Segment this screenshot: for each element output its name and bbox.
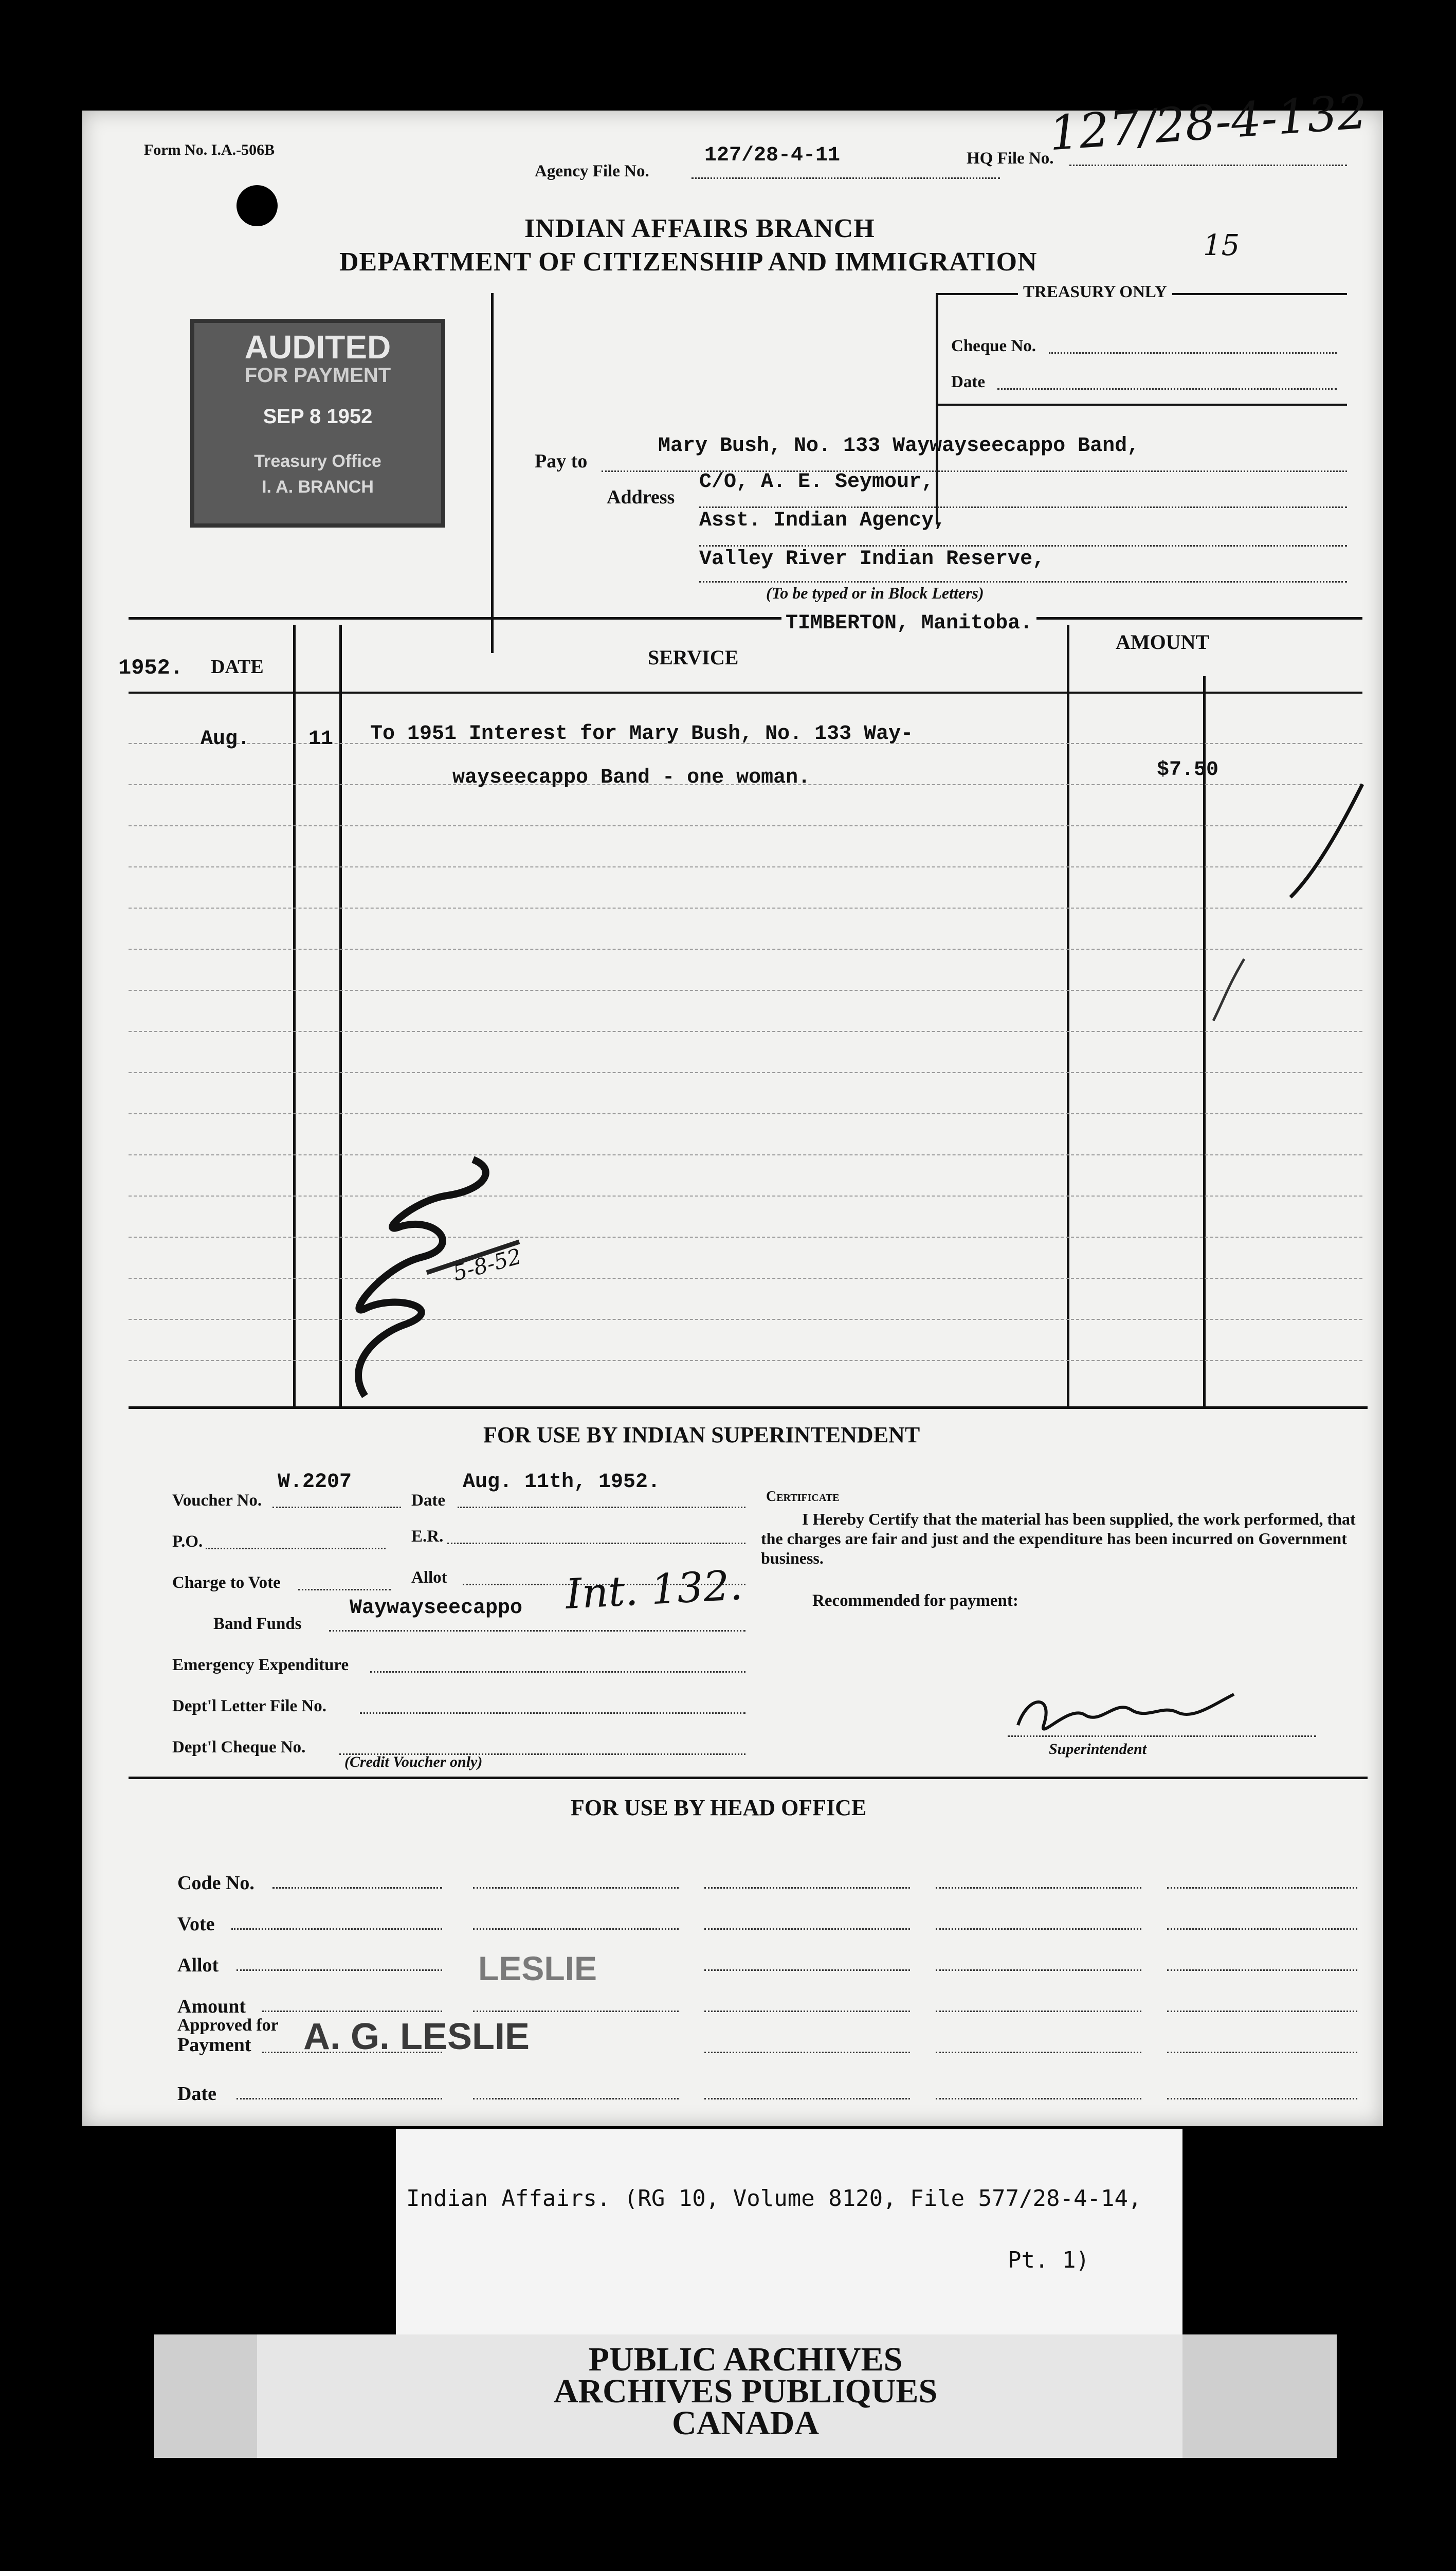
approved-for-label: Approved for: [177, 2016, 279, 2035]
agency-file-label: Agency File No.: [535, 162, 649, 180]
po-label: P.O.: [172, 1532, 203, 1551]
branch-title: INDIAN AFFAIRS BRANCH: [524, 214, 875, 243]
payment-label: Payment: [177, 2034, 251, 2056]
voucher-date-value: Aug. 11th, 1952.: [463, 1471, 661, 1494]
band-funds-label: Band Funds: [213, 1615, 302, 1633]
entry-amount: $7.50: [1157, 758, 1219, 782]
page-mark: 15: [1203, 229, 1240, 262]
voucher-form: [82, 84, 1383, 2126]
treasury-cheque-label: Cheque No.: [951, 337, 1036, 355]
certificate-text: I Hereby Certify that the material has been supplied, the work performed, that the charges are fair and just and the expenditure has been incurred on Government business.: [761, 1510, 1356, 1567]
treasury-only-title: TREASURY ONLY: [1018, 283, 1172, 302]
band-funds-value: Waywayseecappo: [350, 1597, 523, 1620]
voucher-value: W.2207: [278, 1471, 352, 1494]
er-label: E.R.: [411, 1527, 444, 1546]
archive-line-1: PUBLIC ARCHIVES: [588, 2341, 903, 2378]
date-header: DATE: [211, 656, 264, 678]
archive-line-2: ARCHIVES PUBLIQUES: [553, 2373, 938, 2410]
charge-to-vote-label: Charge to Vote: [172, 1573, 281, 1592]
block-letters-note: (To be typed or in Block Letters): [766, 584, 984, 602]
address-line-3: Valley River Indian Reserve,: [699, 548, 1045, 571]
letter-file-label: Dept'l Letter File No.: [172, 1697, 326, 1715]
archive-reference-line-1: Indian Affairs. (RG 10, Volume 8120, File 577/28-4-14,: [406, 2185, 1142, 2212]
treasury-date-label: Date: [951, 373, 985, 391]
handwritten-initials-icon: [334, 1139, 550, 1406]
address-line-1: C/O, A. E. Seymour,: [699, 470, 934, 494]
address-label: Address: [607, 486, 675, 508]
audited-stamp: AUDITED FOR PAYMENT SEP 8 1952 Treasury Office I. A. BRANCH: [190, 319, 445, 528]
tick-mark-icon: [1208, 954, 1254, 1026]
hq-file-label: HQ File No.: [967, 149, 1054, 168]
date-ho-label: Date: [177, 2083, 216, 2105]
table-year: 1952.: [118, 656, 184, 680]
address-line-2: Asst. Indian Agency,: [699, 509, 947, 532]
recommended-label: Recommended for payment:: [812, 1591, 1018, 1610]
code-no-label: Code No.: [177, 1872, 254, 1894]
band-funds-handwritten: Int. 132.: [564, 1561, 744, 1618]
amount-label: Amount: [177, 1996, 246, 2017]
credit-voucher-note: (Credit Voucher only): [344, 1753, 483, 1770]
service-header: SERVICE: [648, 646, 739, 669]
scrawl-note: 5-8-52: [450, 1243, 524, 1286]
voucher-date-label: Date: [411, 1491, 445, 1510]
certificate-title: Certificate: [766, 1489, 840, 1505]
pay-to-label: Pay to: [535, 450, 588, 472]
service-line-1: To 1951 Interest for Mary Bush, No. 133 Way-: [370, 722, 914, 746]
department-title: DEPARTMENT OF CITIZENSHIP AND IMMIGRATION: [339, 247, 1038, 277]
pay-to-value: Mary Bush, No. 133 Waywayseecappo Band,: [658, 434, 1140, 458]
amount-header: AMOUNT: [1116, 630, 1210, 654]
punch-hole: [236, 185, 278, 226]
agency-file-value: 127/28-4-11: [704, 144, 841, 167]
hq-file-handwritten: 127/28-4-132: [1047, 84, 1369, 161]
superintendent-signature-label: Superintendent: [1049, 1741, 1147, 1758]
vote-label: Vote: [177, 1913, 215, 1935]
leslie-stamp: LESLIE: [478, 1949, 597, 1987]
entry-month: Aug.: [201, 728, 250, 751]
superintendent-title: FOR USE BY INDIAN SUPERINTENDENT: [483, 1422, 920, 1447]
archive-line-3: CANADA: [672, 2404, 819, 2442]
emergency-expenditure-label: Emergency Expenditure: [172, 1656, 349, 1674]
entry-day: 11: [308, 728, 334, 751]
allot-label: Allot: [411, 1568, 447, 1587]
voucher-label: Voucher No.: [172, 1491, 262, 1510]
ag-leslie-stamp: A. G. LESLIE: [303, 2016, 530, 2057]
form-number: Form No. I.A.-506B: [144, 141, 275, 158]
service-line-2: wayseecappo Band - one woman.: [452, 766, 811, 789]
archive-reference-line-2: Pt. 1): [1008, 2247, 1089, 2273]
dept-cheque-label: Dept'l Cheque No.: [172, 1738, 306, 1757]
check-mark-icon: [1285, 779, 1368, 902]
address-line-4: TIMBERTON, Manitoba.: [781, 612, 1036, 635]
archive-strip: [154, 2334, 1337, 2458]
head-office-title: FOR USE BY HEAD OFFICE: [571, 1795, 867, 1820]
allot-ho-label: Allot: [177, 1954, 219, 1976]
